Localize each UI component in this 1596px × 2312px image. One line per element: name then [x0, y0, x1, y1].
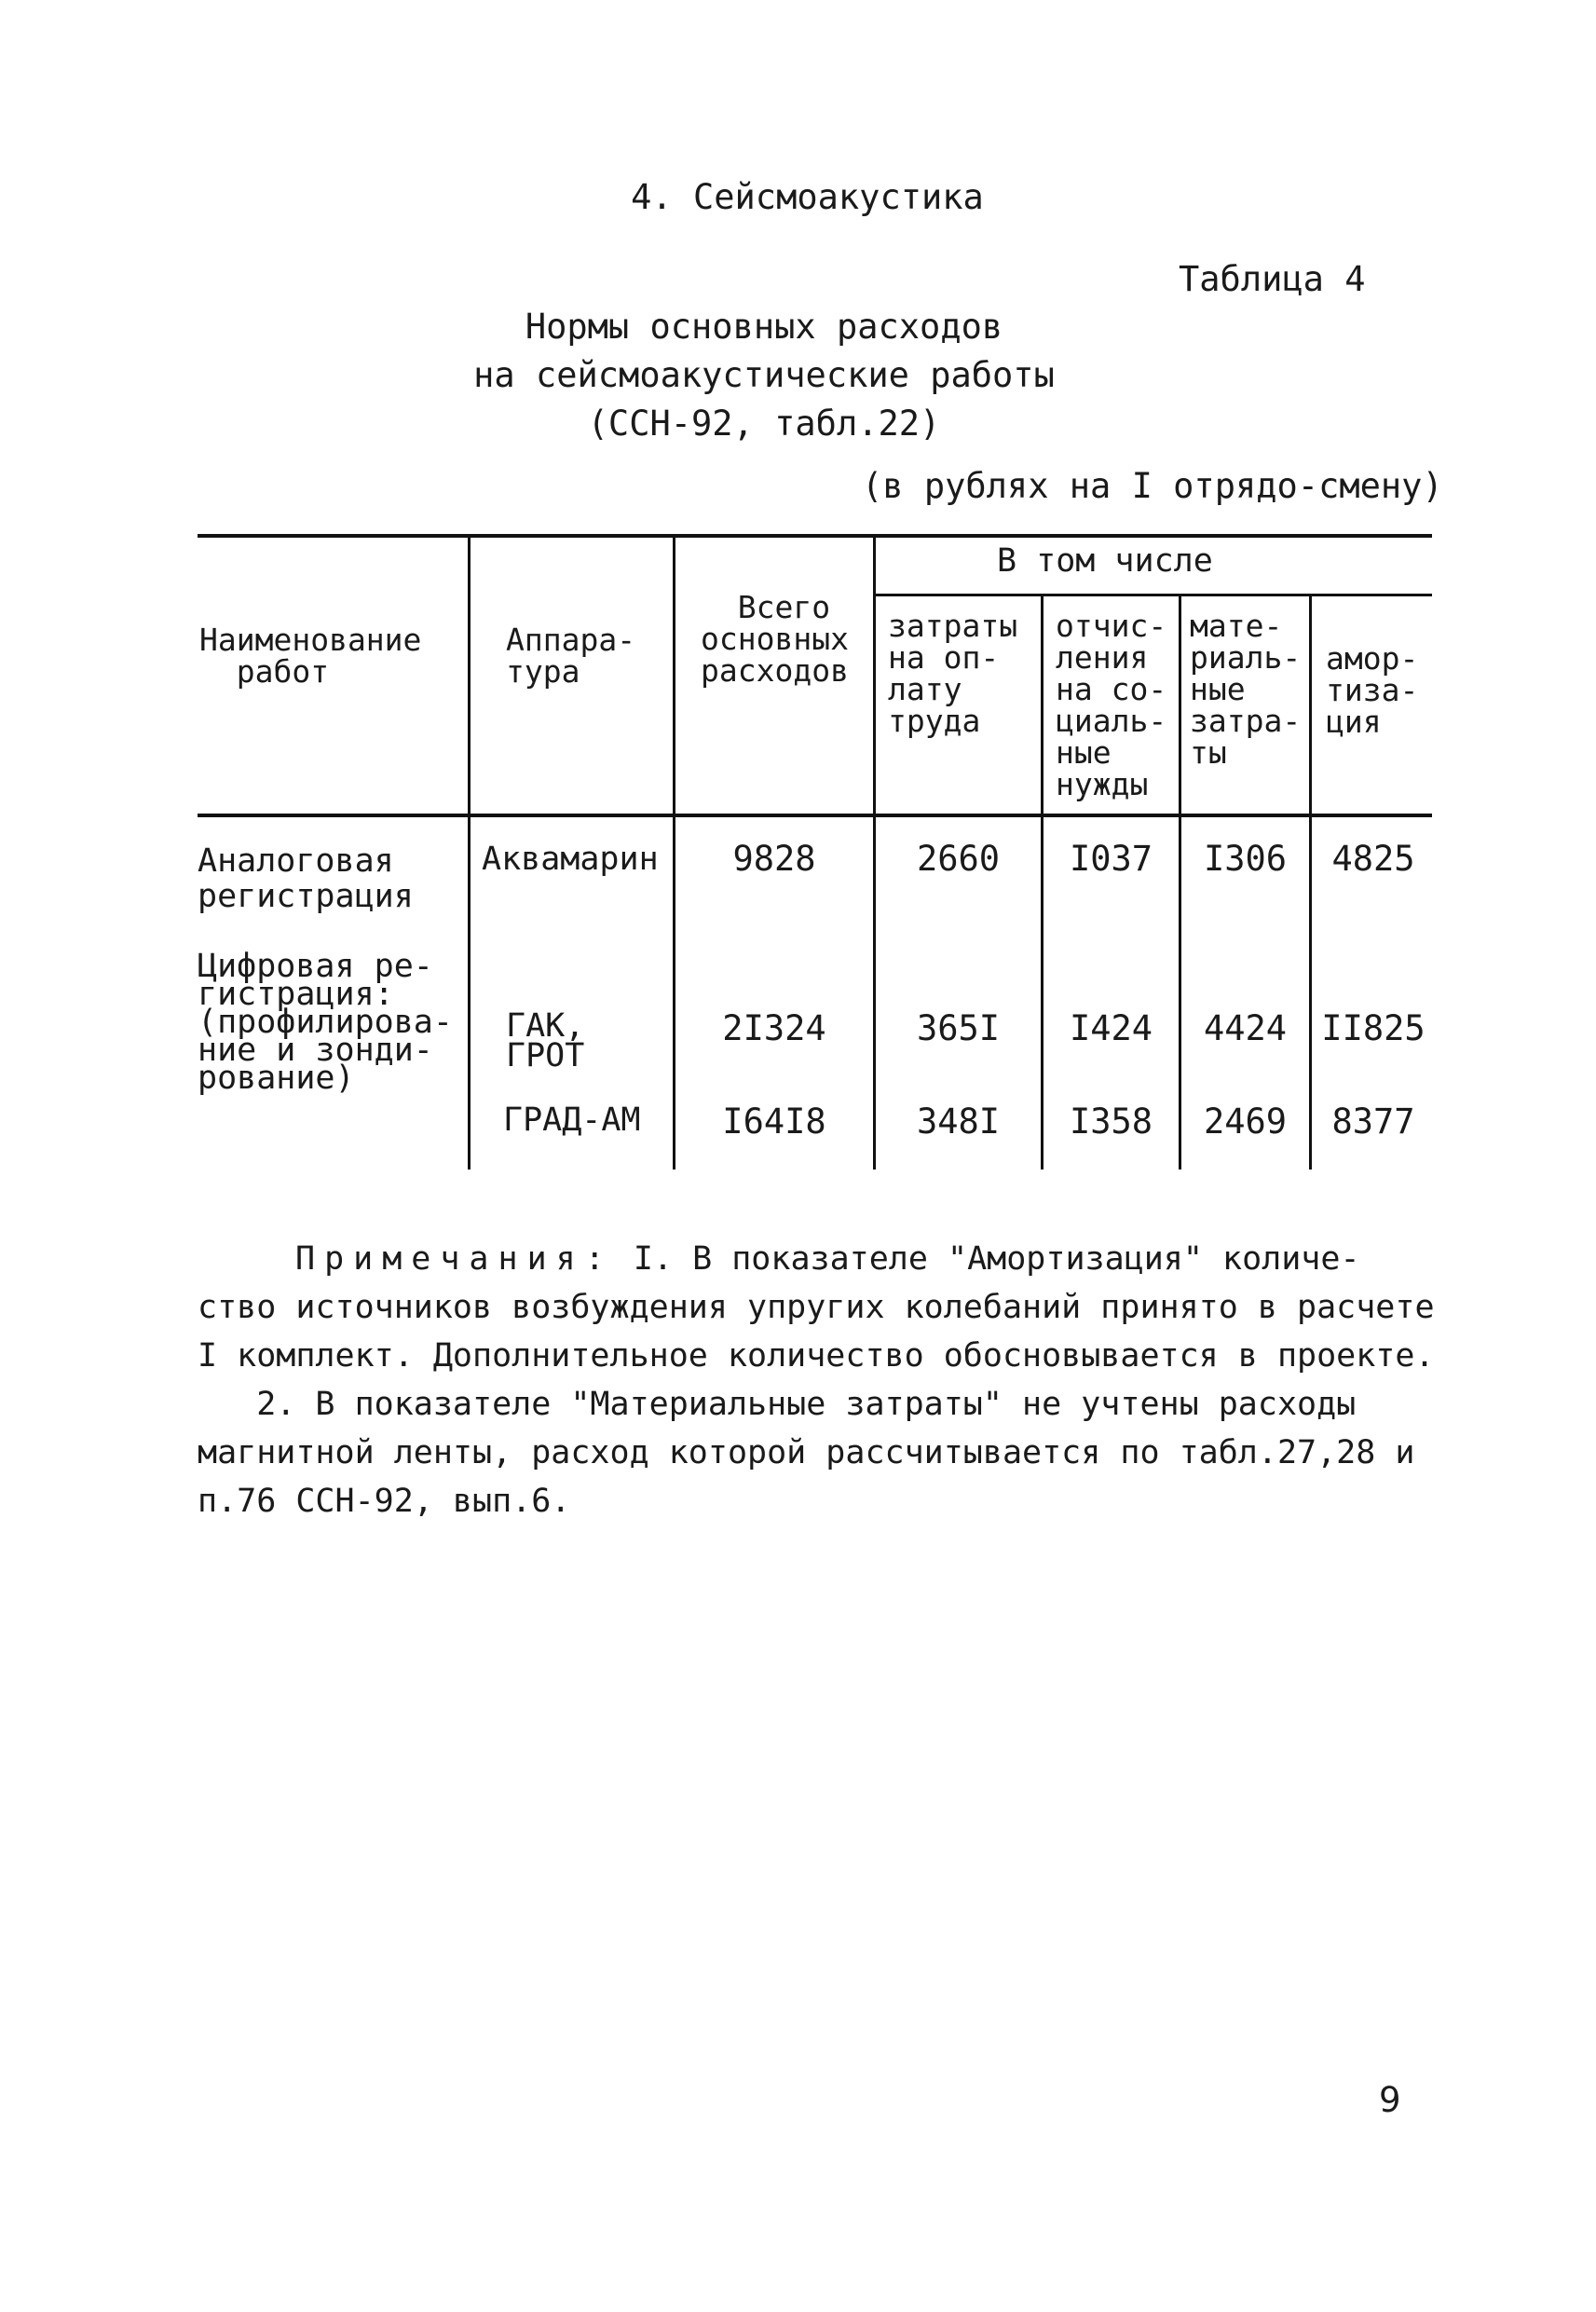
table-title-line-3: (ССН-92, табл.22)	[587, 404, 941, 444]
page-number: 9	[1379, 2080, 1401, 2120]
row-1-name: Аналоговая регистрация	[198, 842, 414, 915]
including-rule	[873, 594, 1432, 596]
header-name: Наименование работ	[199, 622, 422, 690]
header-material: мате- риаль- ные затра- ты	[1190, 608, 1302, 771]
notes-line-5: магнитной ленты, расход которой рассчитывается по табл.27,28 и	[198, 1434, 1415, 1471]
table-title-line-1: Нормы основных расходов	[525, 307, 1003, 347]
row-1-material: I306	[1203, 839, 1288, 879]
notes-line-3: I комплект. Дополнительное количество обосновывается в проекте.	[198, 1337, 1435, 1375]
header-total: Всего основных расходов	[701, 589, 849, 689]
table-title	[466, 303, 1062, 448]
row-1-total: 9828	[732, 839, 816, 879]
header-including: В том числе	[997, 542, 1213, 580]
row-3-material: 2469	[1203, 1101, 1288, 1142]
row-1-amort: 4825	[1331, 839, 1415, 879]
notes-line-4: 2. В показателе "Материальные затраты" не учтены расходы	[198, 1386, 1357, 1423]
col-rule-5	[1179, 594, 1181, 1170]
notes-line-1-text: I. В показателе "Амортизация" количе-	[613, 1240, 1360, 1278]
header-social: отчис- ления на со- циаль- ные нужды	[1056, 608, 1167, 802]
header-apparatus: Аппара- тура	[506, 622, 636, 690]
notes-block	[198, 1235, 1437, 1525]
section-title: 4. Сейсмоакустика	[631, 177, 984, 217]
row-1-apparatus: Аквамарин	[482, 841, 659, 878]
row-3-social: I358	[1069, 1101, 1153, 1142]
header-amort: амор- тиза- ция	[1326, 640, 1419, 740]
col-rule-4	[1041, 594, 1044, 1170]
row-1-labor: 2660	[916, 839, 1001, 879]
table-number: Таблица 4	[1179, 259, 1366, 299]
units-note: (в рублях на I отрядо-смену)	[862, 466, 1443, 506]
row-3-labor: 348I	[916, 1101, 1001, 1142]
row-1-social: I037	[1069, 839, 1153, 879]
row-3-amort: 8377	[1331, 1101, 1415, 1142]
notes-label: Примечания:	[295, 1240, 614, 1278]
notes-line-1	[198, 1235, 1437, 1283]
row-2-labor: 365I	[916, 1008, 1001, 1048]
header-bottom-rule	[198, 814, 1432, 817]
row-2-material: 4424	[1203, 1008, 1288, 1048]
row-2-apparatus: ГАК, ГРОТ	[506, 1007, 585, 1074]
col-rule-6	[1309, 594, 1312, 1170]
table-top-rule	[198, 534, 1432, 538]
row-2-total: 2I324	[722, 1008, 826, 1048]
col-rule-1	[468, 536, 471, 1170]
row-2-amort: II825	[1321, 1008, 1425, 1048]
row-3-apparatus: ГРАД-АМ	[503, 1101, 641, 1139]
table-title-line-2: на сейсмоакустические работы	[473, 355, 1055, 395]
row-2-name: Цифровая ре- гистрация: (профилирова- ние и зонди- рование)	[198, 948, 453, 1097]
row-2-social: I424	[1069, 1008, 1153, 1048]
notes-line-6: п.76 ССН-92, вып.6.	[198, 1483, 571, 1520]
notes-line-2: ство источников возбуждения упругих колебаний принято в расчете	[198, 1289, 1435, 1326]
row-3-total: I64I8	[722, 1101, 826, 1142]
header-labor: затраты на оп- лату труда	[888, 608, 1018, 739]
